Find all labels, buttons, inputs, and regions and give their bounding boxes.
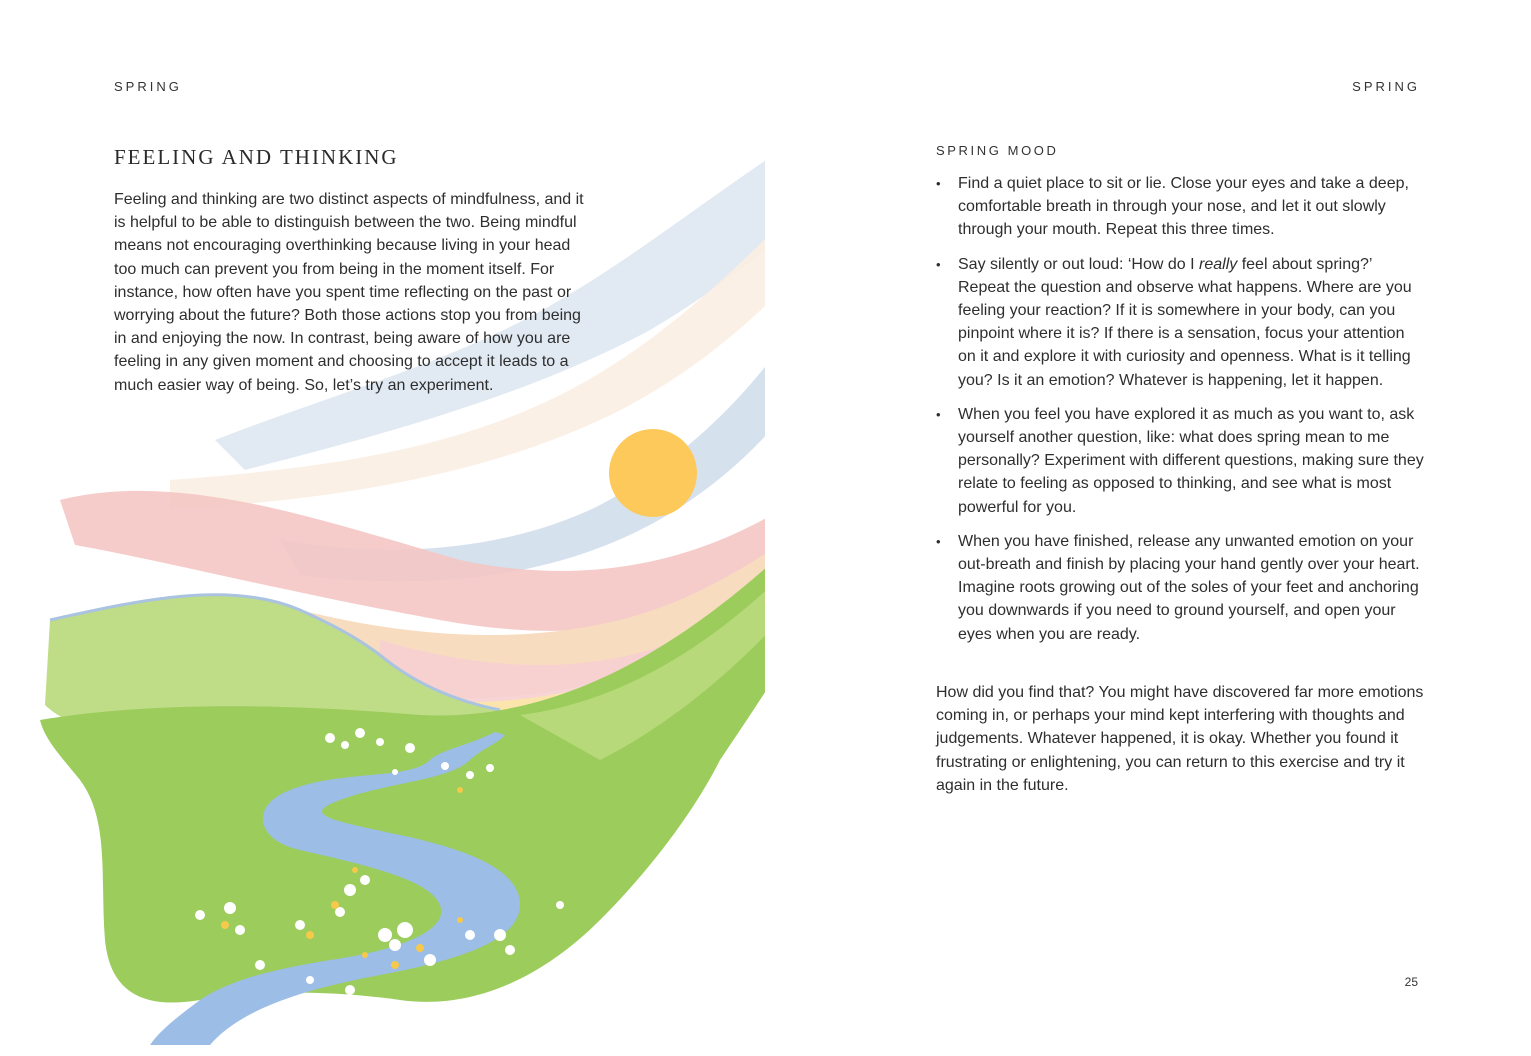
running-head: SPRING [114,79,182,94]
step-text-after: feel about spring?’ Repeat the question and observe what happens. Where are you feeling your reaction? If it is somewhere in your body, can you pinpoint where it is? If there is a sensation, focus your attention on it and explore it with curiosity and openness. What is it telling you? Is it an emotion? Whatever is happening, let it happen. [958,255,1412,389]
outro-paragraph: How did you find that? You might have discovered far more emotions coming in, or perhaps your mind kept interfering with thoughts and judgements. Whatever happened, it is okay. Whether you found it frustrating or enlightening, you can return to this exercise and try it again in the future. [936,684,1424,794]
page-number: 25 [1404,975,1418,989]
bullet-icon: • [936,533,941,549]
section-title: FEELING AND THINKING [114,145,399,169]
step-emphasis: really [1199,255,1238,273]
bullet-icon: • [936,176,941,191]
step-text-before: Say silently or out loud: ‘How do I [958,255,1200,273]
running-head: SPRING [1352,79,1420,94]
sun [609,429,697,517]
left-page [0,0,765,1056]
intro-paragraph: Feeling and thinking are two distinct aspects of mindfulness, and it is helpful to be able to distinguish between the two. Being mindful means not encouraging overthinking because living in your head too much can prevent you from being in the moment itself. For instance, how often have you spent time reflecting on the past or worrying about the future? Both those actions stop you from being in and enjoying the now. In contrast, being aware of how you are feeling in any given moment and choosing to accept it leads to a much easier way of being. So, let’s try an experiment. [114,191,584,394]
step-text: Find a quiet place to sit or lie. Close your eyes and take a deep, comfortable breath in through your nose, and let it out slowly through your mouth. Repeat this three times. [958,175,1409,239]
exercise-steps [936,172,1426,657]
bullet-icon: • [936,406,941,422]
right-page [765,0,1531,1056]
step-text: When you have finished, release any unwanted emotion on your out-breath and finish by placing your hand gently over your heart. Imagine roots growing out of the soles of your feet and anchoring you downwards if you need to ground yourself, and open your eyes when you are ready. [958,532,1420,643]
exercise-subhead: SPRING MOOD [936,143,1059,158]
step-text: When you feel you have explored it as much as you want to, ask yourself another question, like: what does spring mean to me personally? Experiment with different questions, making sure they relate to feeling as opposed to thinking, and see what is most powerful for you. [958,405,1424,516]
list-item [936,403,1426,519]
bullet-icon: • [936,256,941,272]
list-item [936,253,1426,392]
list-item [936,530,1426,646]
list-item [936,172,1426,242]
